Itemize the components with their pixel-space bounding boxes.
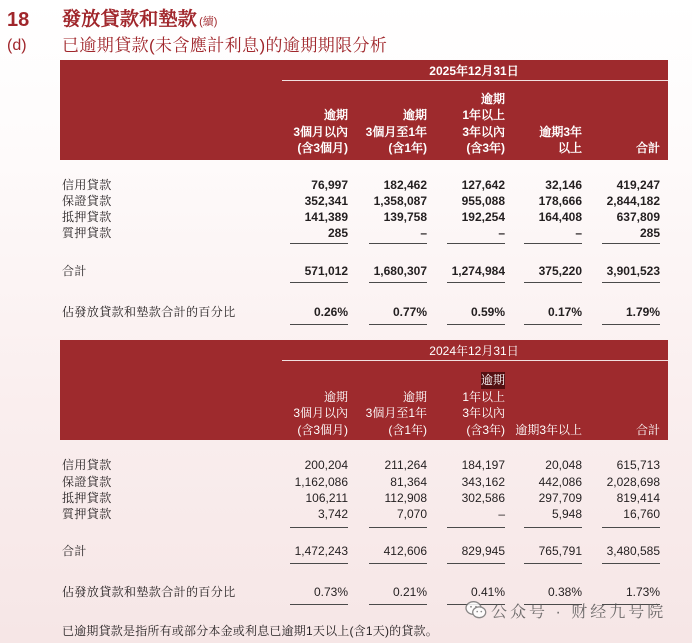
table-row-value: 1,358,087 <box>373 194 427 208</box>
table-date: 2025年12月31日 <box>429 63 519 78</box>
column-rule <box>290 243 348 244</box>
table-row-value: 955,088 <box>461 194 505 208</box>
table-row-value: 139,758 <box>383 210 427 224</box>
table-row-value: 211,264 <box>384 458 427 472</box>
column-header-line: (含1年) <box>388 141 427 155</box>
table-row-value: 20,048 <box>545 458 582 472</box>
column-header-line: (含3個月) <box>297 422 348 437</box>
total-row-value: 1,472,243 <box>294 544 348 558</box>
column-header-line: 3個月以內 <box>293 406 348 420</box>
section-title: 發放貸款和墊款 <box>62 9 198 30</box>
table-row-value: 81,364 <box>390 475 427 489</box>
column-rule <box>369 604 427 605</box>
column-rule <box>602 324 660 325</box>
total-row-value: 412,606 <box>383 544 427 558</box>
column-rule <box>602 527 660 528</box>
table-row-value: 297,709 <box>538 491 582 505</box>
column-header-line: 逾期 <box>323 389 348 404</box>
total-row-value: 1,274,984 <box>451 264 505 278</box>
total-row-label: 合計 <box>62 264 87 278</box>
percentage-row-value: 0.26% <box>313 305 348 319</box>
percentage-row-value: 0.17% <box>547 305 582 319</box>
column-rule <box>290 563 348 564</box>
column-rule <box>290 604 348 605</box>
column-rule <box>524 324 582 325</box>
table-row-value: 3,742 <box>317 507 348 521</box>
table-date: 2024年12月31日 <box>429 343 519 358</box>
total-row-value: 3,901,523 <box>606 264 660 278</box>
column-header-line: 1年以上 <box>462 108 505 122</box>
column-header-line: (含3年) <box>466 422 505 437</box>
column-rule <box>369 563 427 564</box>
column-header-line: 逾期3年 <box>539 124 582 139</box>
column-rule <box>369 527 427 528</box>
table-row-label: 抵押貸款 <box>62 491 112 505</box>
percentage-row-value: 0.59% <box>470 305 505 319</box>
table-row-value: – <box>498 507 505 521</box>
table-row-value: 2,844,182 <box>606 194 660 208</box>
column-header-line: 逾期 <box>480 91 505 106</box>
column-header-line: (含1年) <box>388 422 427 437</box>
column-header <box>570 371 660 438</box>
table-row-value: 16,760 <box>623 507 660 521</box>
column-header-line: 逾期 <box>402 108 427 122</box>
table-row-value: 200,204 <box>304 458 348 472</box>
table-row-value: 178,666 <box>538 194 582 208</box>
percentage-row-value: 0.38% <box>547 585 582 599</box>
column-header-line: 1年以上 <box>462 389 505 404</box>
table-row-value: – <box>498 226 505 240</box>
column-header-line: 3個月至1年 <box>365 124 427 139</box>
column-header-line: (含3年) <box>466 141 505 155</box>
column-header <box>337 371 427 438</box>
column-rule <box>602 243 660 244</box>
column-header-line: 3年以內 <box>462 406 505 420</box>
table-row-value: 615,713 <box>616 458 660 472</box>
column-rule <box>524 282 582 283</box>
table-row-value: 637,809 <box>616 210 660 224</box>
footnote: 已逾期貸款是指所有或部分本金或利息已逾期1天以上(含1天)的貸款。 <box>62 624 438 638</box>
table-row-value: 285 <box>327 226 348 240</box>
continued-mark: (續) <box>199 16 218 28</box>
column-rule <box>447 563 505 564</box>
table-row-label: 抵押貸款 <box>62 210 112 224</box>
table-row-value: 302,586 <box>461 491 505 505</box>
column-header-line: 3個月以內 <box>293 124 348 139</box>
subsection-title: 已逾期貸款(未含應計利息)的逾期期限分析 <box>62 36 388 55</box>
table-row-value: 192,254 <box>461 210 505 224</box>
table-row-value: 285 <box>639 226 660 240</box>
column-rule <box>524 243 582 244</box>
column-header-line: (含3個月) <box>297 141 348 155</box>
total-row-value: 1,680,307 <box>373 264 427 278</box>
table-row-value: 442,086 <box>538 475 582 489</box>
table-row-label: 質押貸款 <box>62 507 112 521</box>
column-header <box>258 90 348 157</box>
column-header-line: 逾期 <box>480 373 505 387</box>
column-rule <box>369 282 427 283</box>
percentage-row-value: 1.79% <box>625 305 660 319</box>
column-header <box>337 90 427 157</box>
total-row-value: 829,945 <box>461 544 505 558</box>
table-row-value: 141,389 <box>304 210 348 224</box>
table-row-value: 106,211 <box>305 491 348 505</box>
percentage-row-value: 0.21% <box>392 585 427 599</box>
column-rule <box>447 324 505 325</box>
table-row-value: 32,146 <box>545 178 582 192</box>
table-row-value: 352,341 <box>304 194 348 208</box>
watermark <box>465 600 666 625</box>
table-row-value: – <box>575 226 582 240</box>
section-heading <box>62 8 217 34</box>
percentage-row-label: 佔發放貸款和墊款合計的百分比 <box>62 585 236 599</box>
table-row-value: 5,948 <box>551 507 582 521</box>
column-header <box>492 371 582 438</box>
table-row-label: 保證貸款 <box>62 475 112 489</box>
column-rule <box>524 563 582 564</box>
total-row-value: 3,480,585 <box>606 544 660 558</box>
column-rule <box>369 243 427 244</box>
table-row-label: 信用貸款 <box>62 458 112 472</box>
percentage-row-label: 佔發放貸款和墊款合計的百分比 <box>62 305 236 319</box>
table-row-value: 2,028,698 <box>606 475 660 489</box>
column-header-line: 逾期 <box>323 108 348 122</box>
column-rule <box>290 527 348 528</box>
table-row-value: 7,070 <box>396 507 427 521</box>
column-header <box>492 90 582 157</box>
column-header-line: 以上 <box>557 141 582 155</box>
percentage-row-value: 1.73% <box>625 585 660 599</box>
column-header <box>258 371 348 438</box>
table-row-label: 質押貸款 <box>62 226 112 240</box>
table-row-value: 419,247 <box>616 178 660 192</box>
wechat-icon <box>465 600 487 625</box>
column-header-line: 合計 <box>635 141 660 155</box>
total-row-value: 375,220 <box>538 264 582 278</box>
column-header-line: 逾期3年以上 <box>515 422 582 437</box>
table-header-band <box>60 60 668 160</box>
percentage-row-value: 0.77% <box>392 305 427 319</box>
column-rule <box>602 282 660 283</box>
table-row-value: 184,197 <box>461 458 505 472</box>
column-rule <box>290 324 348 325</box>
column-rule <box>447 282 505 283</box>
percentage-row-value: 0.41% <box>470 585 505 599</box>
table-row-value: 1,162,086 <box>294 475 348 489</box>
table-row-value: 164,408 <box>538 210 582 224</box>
table-row-label: 信用貸款 <box>62 178 112 192</box>
table-row-value: 343,162 <box>461 475 505 489</box>
column-header-line: 3年以內 <box>462 124 505 139</box>
watermark-text: 公众号 · 财经九号院 <box>491 603 667 621</box>
table-row-value: 182,462 <box>383 178 427 192</box>
column-header <box>570 90 660 157</box>
table-row-value: 127,642 <box>461 178 505 192</box>
table-row-value: 76,997 <box>311 178 348 192</box>
total-row-label: 合計 <box>62 544 87 558</box>
table-header-band <box>60 340 668 440</box>
table-row-value: – <box>420 226 427 240</box>
table-row-value: 819,414 <box>616 491 660 505</box>
percentage-row-value: 0.73% <box>313 585 348 599</box>
section-number: 18 <box>7 9 30 31</box>
total-row-value: 571,012 <box>304 264 348 278</box>
column-rule <box>290 282 348 283</box>
column-rule <box>369 324 427 325</box>
subsection-letter: (d) <box>7 37 27 54</box>
total-row-value: 765,791 <box>538 544 582 558</box>
date-underline <box>282 80 668 81</box>
column-header-line: 合計 <box>635 422 660 437</box>
table-row-value: 112,908 <box>384 491 427 505</box>
column-rule <box>447 243 505 244</box>
column-rule <box>447 527 505 528</box>
date-underline <box>282 360 668 361</box>
column-header-line: 逾期 <box>402 389 427 404</box>
column-rule <box>524 527 582 528</box>
column-rule <box>602 563 660 564</box>
table-row-label: 保證貸款 <box>62 194 112 208</box>
column-header-line: 3個月至1年 <box>365 406 427 420</box>
